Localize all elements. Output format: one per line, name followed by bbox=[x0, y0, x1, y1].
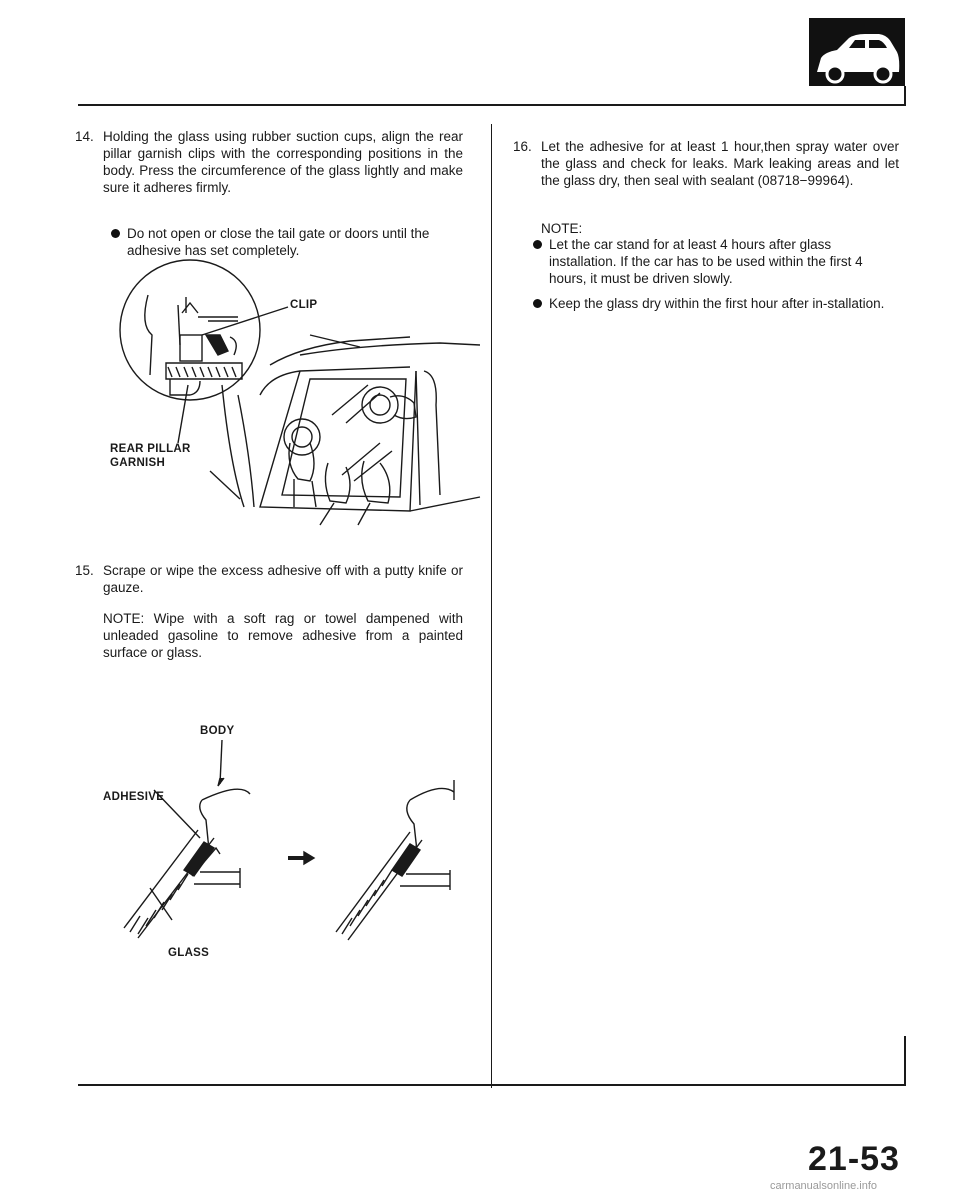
header-rule bbox=[78, 104, 906, 106]
label-adhesive: ADHESIVE bbox=[103, 791, 165, 803]
step-number: 14. bbox=[75, 129, 94, 144]
bullet-icon bbox=[533, 240, 542, 249]
page-number: 21-53 bbox=[808, 1140, 900, 1178]
step-number: 16. bbox=[513, 139, 532, 154]
bullet-text: Do not open or close the tail gate or doors until the adhesive has set completely. bbox=[127, 226, 430, 258]
adhesive-cross-section-illustration bbox=[110, 720, 470, 970]
note-item bbox=[533, 236, 899, 288]
page-right-border bbox=[904, 1036, 906, 1086]
step-16 bbox=[513, 138, 899, 208]
step-15-note: NOTE: Wipe with a soft rag or towel dampened with unleaded gasoline to remove adhesive from a painted surface or glass. bbox=[103, 611, 463, 660]
step-text: Let the adhesive for at least 1 hour,then spray water over the glass and check for leaks. Mark leaking areas and let the glass dry, then seal with sealant (08718−99964). bbox=[541, 139, 899, 188]
label-body: BODY bbox=[200, 725, 235, 737]
note-text: Keep the glass dry within the first hour after in-stallation. bbox=[549, 296, 885, 311]
step-14 bbox=[75, 128, 463, 198]
label-glass: GLASS bbox=[168, 947, 210, 959]
step-text: Holding the glass using rubber suction cups, align the rear pillar garnish clips with the corresponding positions in the body. Press the circumference of the glass lightly and make sure it adheres firmly. bbox=[103, 129, 463, 195]
bullet-icon bbox=[111, 229, 120, 238]
note-item bbox=[533, 295, 899, 331]
car-section-icon bbox=[809, 18, 905, 86]
label-clip: CLIP bbox=[290, 299, 318, 311]
step-text: Scrape or wipe the excess adhesive off with a putty knife or gauze. bbox=[103, 563, 463, 595]
note-heading: NOTE: bbox=[541, 221, 583, 236]
column-divider bbox=[491, 124, 492, 1088]
glass-installation-illustration bbox=[110, 275, 480, 525]
step-14-bullet bbox=[111, 225, 463, 261]
step-15 bbox=[75, 562, 463, 598]
step-number: 15. bbox=[75, 563, 94, 578]
header-rule-right bbox=[904, 86, 906, 106]
label-rear-pillar-garnish: REAR PILLAR GARNISH bbox=[110, 443, 191, 469]
note-text: Let the car stand for at least 4 hours after glass installation. If the car has to be used within the first 4 hours, it must be driven slowly. bbox=[549, 237, 863, 286]
bullet-icon bbox=[533, 299, 542, 308]
footer-rule bbox=[78, 1084, 906, 1086]
footer-watermark: carmanualsonline.info bbox=[770, 1180, 878, 1192]
